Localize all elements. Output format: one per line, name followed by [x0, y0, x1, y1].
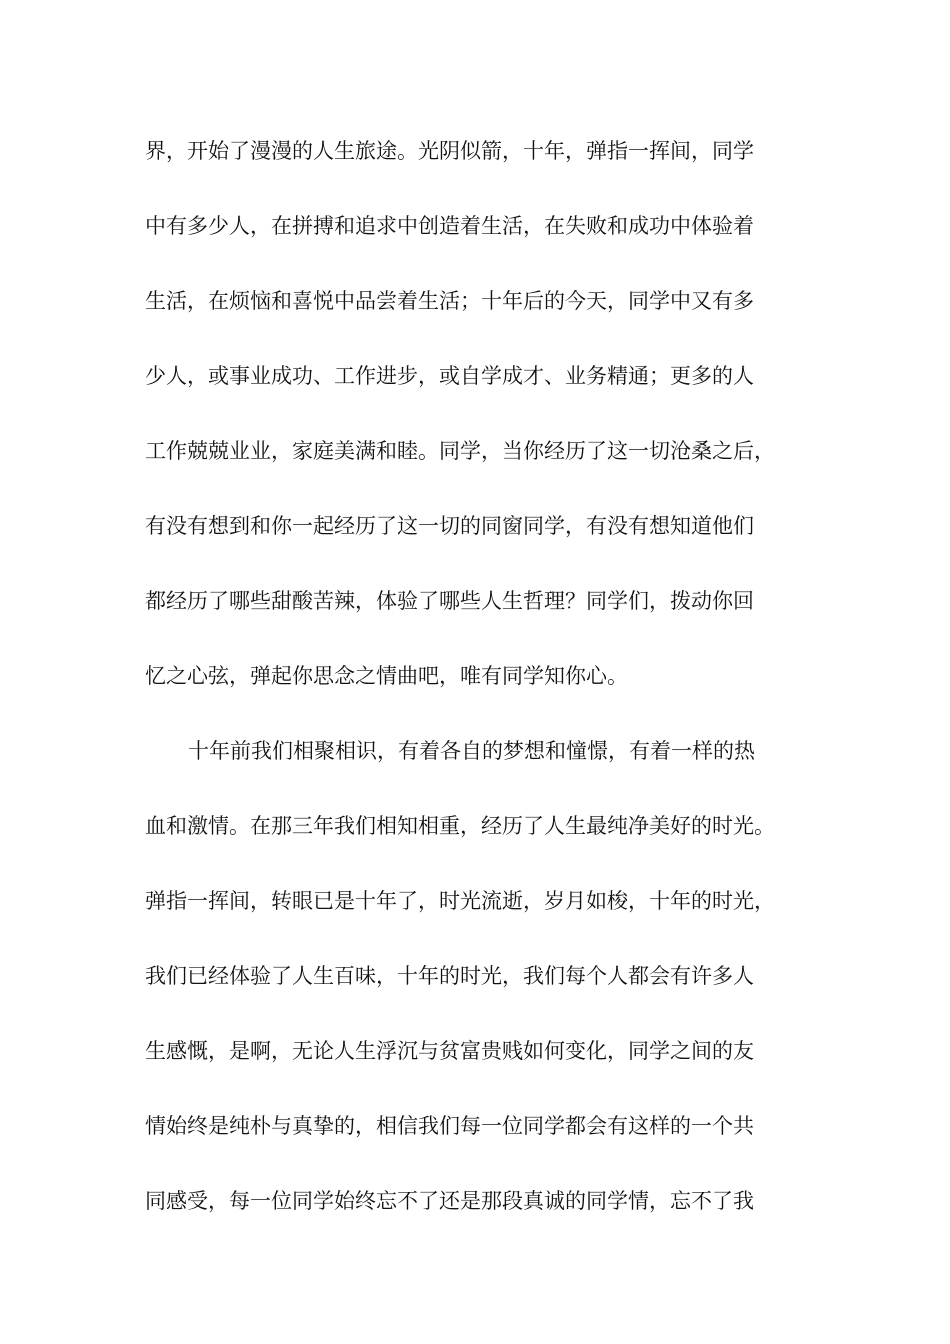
paragraph-line: 我们已经体验了人生百味，十年的时光，我们每个人都会有许多人: [145, 964, 754, 988]
paragraph-line: 忆之心弦，弹起你思念之情曲吧，唯有同学知你心。: [145, 664, 628, 688]
paragraph-line: 生活，在烦恼和喜悦中品尝着生活；十年后的今天，同学中又有多: [145, 289, 754, 313]
paragraph-line: 十年前我们相聚相识，有着各自的梦想和憧憬，有着一样的热: [188, 739, 755, 763]
paragraph-line: 都经历了哪些甜酸苦辣，体验了哪些人生哲理？同学们，拨动你回: [145, 589, 754, 613]
paragraph-line: 情始终是纯朴与真挚的，相信我们每一位同学都会有这样的一个共: [145, 1114, 754, 1138]
paragraph-line: 生感慨，是啊，无论人生浮沉与贫富贵贱如何变化，同学之间的友: [145, 1039, 754, 1063]
paragraph-line: 工作兢兢业业，家庭美满和睦。同学，当你经历了这一切沧桑之后，: [145, 439, 775, 463]
paragraph-line: 同感受，每一位同学始终忘不了还是那段真诚的同学情，忘不了我: [145, 1189, 754, 1213]
paragraph-line: 少人，或事业成功、工作进步，或自学成才、业务精通；更多的人: [145, 364, 754, 388]
paragraph-line: 界，开始了漫漫的人生旅途。光阴似箭，十年，弹指一挥间，同学: [145, 139, 754, 163]
paragraph-line: 有没有想到和你一起经历了这一切的同窗同学，有没有想知道他们: [145, 514, 754, 538]
paragraph-line: 弹指一挥间，转眼已是十年了，时光流逝，岁月如梭，十年的时光，: [145, 889, 775, 913]
paragraph-line: 中有多少人，在拼搏和追求中创造着生活，在失败和成功中体验着: [145, 214, 754, 238]
paragraph-line: 血和激情。在那三年我们相知相重，经历了人生最纯净美好的时光。: [145, 814, 775, 838]
